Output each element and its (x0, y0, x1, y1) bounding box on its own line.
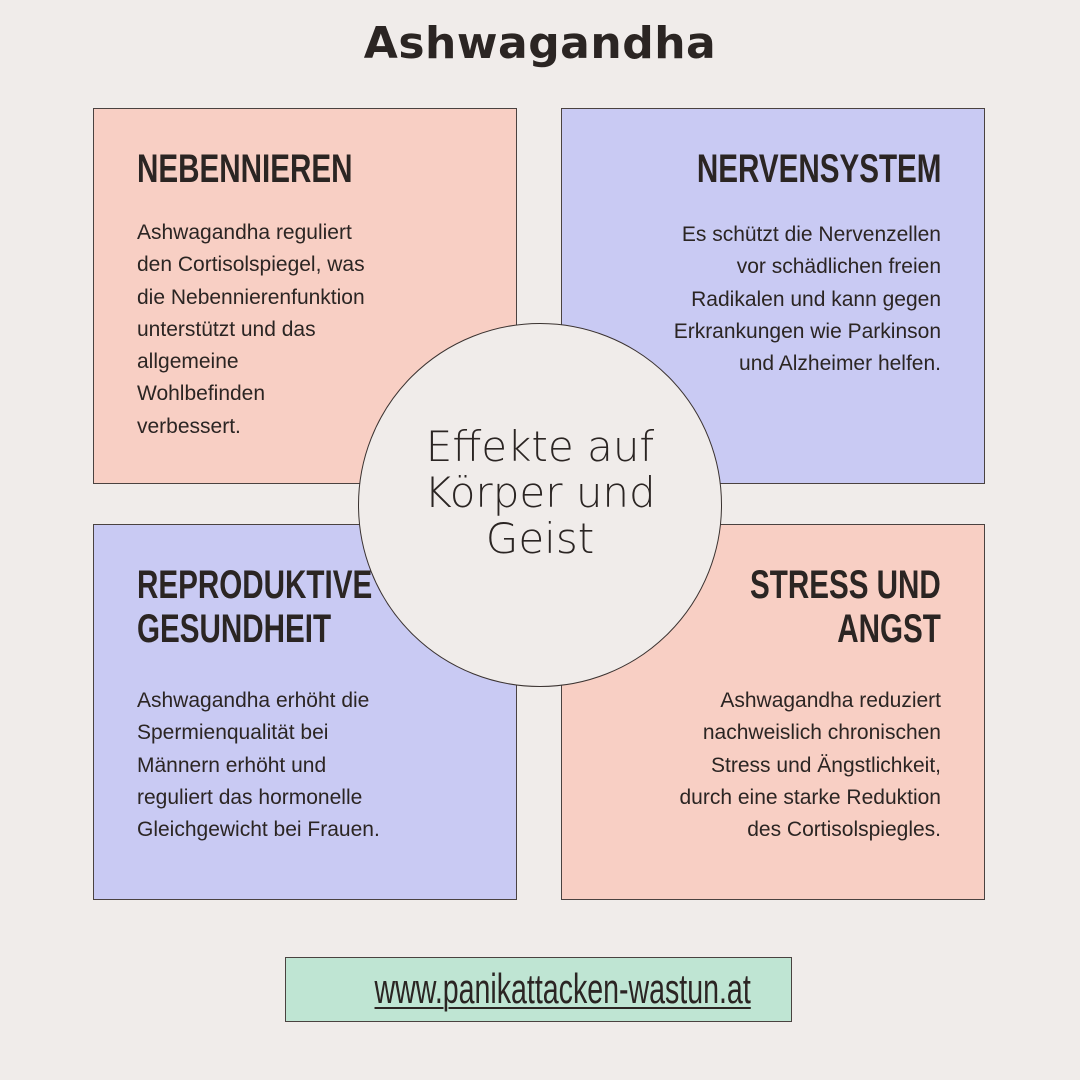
body-line: unterstützt und das (137, 317, 316, 341)
card-body-nervensystem (674, 219, 941, 380)
body-line: den Cortisolspiegel, was (137, 253, 365, 277)
heading-line: STRESS UND (750, 563, 941, 607)
body-line: Erkrankungen wie Parkinson (673, 319, 941, 343)
body-line: des Cortisolspiegles. (747, 818, 941, 842)
card-body-stress-und-angst (680, 685, 942, 846)
body-line: Stress und Ängstlichkeit, (711, 753, 941, 777)
body-line: vor schädlichen freien (736, 255, 941, 279)
body-line: Ashwagandha reduziert (720, 689, 941, 712)
center-line: Effekte auf (425, 422, 655, 471)
center-circle (358, 323, 722, 687)
body-line: Spermienqualität bei (137, 721, 329, 745)
website-link[interactable]: www.panikattacken-wastun.at (374, 965, 751, 1012)
center-line: Geist (485, 514, 595, 563)
card-heading-nebennieren: NEBENNIEREN (137, 147, 353, 191)
body-line: Gleichgewicht bei Frauen. (137, 818, 380, 842)
body-line: Männern erhöht und (137, 753, 327, 777)
body-line: durch eine starke Reduktion (679, 785, 941, 809)
body-line: verbessert. (137, 414, 241, 438)
heading-line: REPRODUKTIVE (137, 563, 373, 607)
body-line: Ashwagandha reguliert (137, 221, 352, 244)
card-heading-nervensystem: NERVENSYSTEM (696, 147, 941, 191)
center-label (359, 424, 721, 562)
heading-line: GESUNDHEIT (137, 607, 332, 651)
body-line: nachweislich chronischen (702, 721, 941, 745)
card-body-reproduktive-gesundheit (137, 685, 380, 846)
body-line: und Alzheimer helfen. (739, 352, 941, 376)
body-line: allgemeine (137, 350, 239, 374)
body-line: reguliert das hormonelle (137, 785, 363, 809)
body-line: Wohlbefinden (137, 382, 266, 406)
heading-line: ANGST (837, 607, 941, 651)
card-heading-stress-und-angst (750, 563, 941, 651)
card-body-nebennieren (137, 217, 365, 443)
card-heading-reproduktive-gesundheit (137, 563, 372, 651)
page-title: Ashwagandha (363, 18, 717, 69)
url-banner (285, 957, 792, 1022)
body-line: Radikalen und kann gegen (691, 287, 941, 311)
body-line: die Nebennierenfunktion (137, 285, 365, 309)
body-line: Es schützt die Nervenzellen (681, 223, 941, 246)
body-line: Ashwagandha erhöht die (137, 689, 370, 712)
center-line: Körper und (424, 468, 656, 517)
